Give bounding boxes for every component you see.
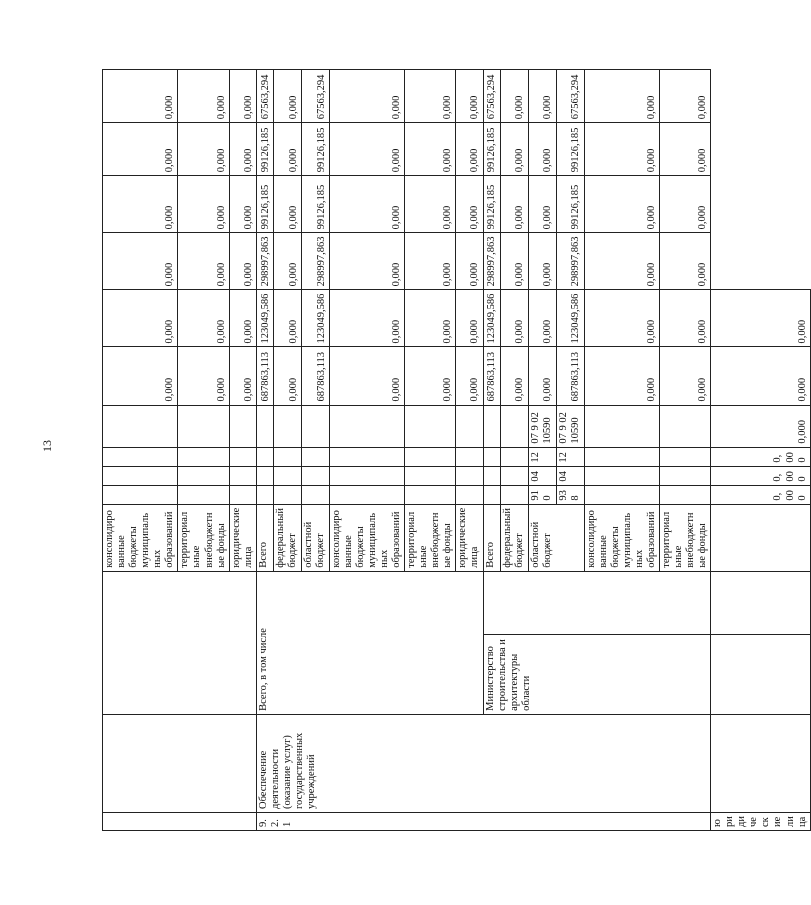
amount-cell: 0,000: [500, 290, 528, 347]
source-label: консолидированные бюджеты муниципальных образований: [103, 504, 178, 571]
table-row: [256, 70, 273, 831]
amount-cell: 0,000: [103, 290, 178, 347]
table-cell: [405, 485, 456, 504]
source-label: юридические лица: [229, 504, 256, 571]
amount-cell: 0,000: [329, 233, 404, 290]
code-cell: 12: [528, 447, 556, 466]
amount-cell: 0,000: [229, 233, 256, 290]
table-cell: [273, 447, 301, 466]
amount-cell: 0,000: [405, 290, 456, 347]
amount-cell: 687863,113: [256, 347, 273, 405]
amount-cell: 0,000: [273, 176, 301, 233]
table-cell: [483, 405, 500, 447]
table-cell: [405, 466, 456, 485]
table-cell: [103, 571, 257, 714]
table-cell: [178, 485, 229, 504]
source-label: федеральный бюджет: [500, 504, 528, 571]
amount-cell: 298997,863: [301, 233, 329, 290]
table-cell: [711, 504, 811, 571]
source-label: консолидированные бюджеты муниципальных образований: [584, 504, 659, 571]
amount-cell: 0,000: [456, 233, 483, 290]
table-cell: [659, 447, 710, 466]
amount-cell: 687863,113: [301, 347, 329, 405]
amount-cell: 0,000: [273, 123, 301, 176]
source-label: Всего: [256, 504, 273, 571]
table-cell: [229, 447, 256, 466]
table-cell: [103, 485, 178, 504]
table-cell: [273, 466, 301, 485]
amount-cell: 0,000: [329, 70, 404, 123]
table-cell: [178, 405, 229, 447]
amount-cell: 0,000: [584, 176, 659, 233]
source-label: территориальные внебюджетные фонды: [178, 504, 229, 571]
code-cell: 04: [528, 466, 556, 485]
amount-cell: 123049,586: [556, 290, 584, 347]
amount-cell: 99126,185: [556, 176, 584, 233]
ministry-name: Министерство строительства и архитектуры области: [483, 634, 711, 714]
amount-cell: 298997,863: [483, 233, 500, 290]
table-cell: [178, 447, 229, 466]
amount-cell: 0,000: [273, 70, 301, 123]
amount-cell: 0,000: [273, 233, 301, 290]
table-cell: [659, 485, 710, 504]
amount-cell: 0,000: [405, 347, 456, 405]
amount-cell: 0,000: [711, 347, 811, 405]
amount-cell: 0,000: [405, 70, 456, 123]
amount-cell: 0,000: [229, 290, 256, 347]
amount-cell: 67563,294: [301, 70, 329, 123]
amount-cell: 0,000: [329, 123, 404, 176]
table-cell: [711, 634, 811, 714]
amount-cell: 99126,185: [301, 123, 329, 176]
amount-cell: 0,000: [456, 176, 483, 233]
amount-cell: 99126,185: [256, 176, 273, 233]
code-cell: 07 9 02 10590: [528, 405, 556, 447]
code-cell: 938: [556, 485, 584, 504]
amount-cell: 0,000: [178, 347, 229, 405]
table-cell: [301, 405, 329, 447]
amount-cell: 0,000: [584, 347, 659, 405]
table-cell: [500, 485, 528, 504]
table-cell: [405, 405, 456, 447]
amount-cell: 0,000: [659, 176, 710, 233]
table-cell: [405, 447, 456, 466]
amount-cell: 0,000: [528, 347, 556, 405]
amount-cell: 0,000: [273, 290, 301, 347]
amount-cell: 0,000: [500, 347, 528, 405]
code-cell: 04: [556, 466, 584, 485]
amount-cell: 0,000: [405, 233, 456, 290]
table-cell: [103, 812, 257, 830]
table-cell: [483, 571, 711, 634]
table-cell: [584, 485, 659, 504]
table-cell: [229, 466, 256, 485]
table-cell: [483, 447, 500, 466]
table-cell: [483, 485, 500, 504]
amount-cell: 99126,185: [301, 176, 329, 233]
amount-cell: 0,000: [659, 347, 710, 405]
amount-cell: 0,000: [659, 70, 710, 123]
amount-cell: 0,000: [659, 123, 710, 176]
amount-cell: 0,000: [711, 290, 811, 347]
source-label: юридические лица: [711, 812, 811, 830]
code-cell: 12: [556, 447, 584, 466]
table-cell: [301, 485, 329, 504]
amount-cell: 0,000: [584, 290, 659, 347]
amount-cell: 99126,185: [483, 176, 500, 233]
table-cell: [329, 466, 404, 485]
budget-table: [102, 69, 811, 831]
amount-cell: 0,000: [659, 290, 710, 347]
table-cell: [103, 405, 178, 447]
amount-cell: 0,000: [178, 176, 229, 233]
row-name: Обеспечение деятельности (оказание услуг) государственных учреждений: [256, 714, 710, 812]
row-number: 9.2.1: [256, 812, 710, 830]
amount-cell: 687863,113: [556, 347, 584, 405]
table-cell: [584, 405, 659, 447]
amount-cell: 0,000: [103, 233, 178, 290]
table-row: [103, 70, 178, 831]
table-row: [711, 70, 811, 831]
table-cell: [103, 447, 178, 466]
amount-cell: 0,000: [329, 176, 404, 233]
table-cell: [659, 405, 710, 447]
table-cell: [500, 466, 528, 485]
amount-cell: 0,000: [329, 347, 404, 405]
amount-cell: 0,000: [528, 70, 556, 123]
table-cell: [456, 485, 483, 504]
table-cell: [273, 405, 301, 447]
budget-table-rotated: [102, 69, 808, 831]
amount-cell: 0,000: [584, 123, 659, 176]
table-cell: [229, 405, 256, 447]
amount-cell: 0,000: [229, 123, 256, 176]
table-cell: [584, 466, 659, 485]
amount-cell: 99126,185: [556, 123, 584, 176]
amount-cell: 0,000: [584, 70, 659, 123]
source-label: федеральный бюджет: [273, 504, 301, 571]
table-cell: [711, 714, 811, 812]
amount-cell: 0,000: [711, 405, 811, 447]
source-label: областной бюджет: [301, 504, 329, 571]
amount-cell: 298997,863: [256, 233, 273, 290]
amount-cell: 0,000: [711, 447, 811, 466]
amount-cell: 0,000: [456, 347, 483, 405]
amount-cell: 0,000: [103, 123, 178, 176]
source-label: областной бюджет: [528, 504, 584, 571]
amount-cell: 0,000: [103, 70, 178, 123]
table-cell: [659, 466, 710, 485]
amount-cell: 0,000: [405, 123, 456, 176]
amount-cell: 0,000: [103, 347, 178, 405]
amount-cell: 67563,294: [256, 70, 273, 123]
table-cell: [301, 447, 329, 466]
amount-cell: 0,000: [329, 290, 404, 347]
table-cell: [103, 466, 178, 485]
table-cell: [256, 485, 273, 504]
amount-cell: 0,000: [500, 176, 528, 233]
table-cell: [456, 405, 483, 447]
page-number: 13: [40, 440, 54, 452]
amount-cell: 123049,586: [256, 290, 273, 347]
amount-cell: 0,000: [229, 347, 256, 405]
amount-cell: 0,000: [528, 176, 556, 233]
amount-cell: 99126,185: [483, 123, 500, 176]
amount-cell: 0,000: [456, 290, 483, 347]
table-cell: [329, 485, 404, 504]
table-cell: [301, 466, 329, 485]
table-cell: [483, 466, 500, 485]
amount-cell: 0,000: [528, 123, 556, 176]
code-cell: 07 9 02 10590: [556, 405, 584, 447]
total-label: Всего, в том числе: [256, 571, 483, 714]
table-cell: [500, 405, 528, 447]
amount-cell: 99126,185: [256, 123, 273, 176]
amount-cell: 0,000: [229, 70, 256, 123]
amount-cell: 0,000: [405, 176, 456, 233]
amount-cell: 0,000: [178, 70, 229, 123]
amount-cell: 123049,586: [301, 290, 329, 347]
table-cell: [273, 485, 301, 504]
table-cell: [178, 466, 229, 485]
amount-cell: 0,000: [500, 70, 528, 123]
amount-cell: 0,000: [178, 290, 229, 347]
source-label: территориальные внебюджетные фонды: [659, 504, 710, 571]
amount-cell: 0,000: [500, 233, 528, 290]
table-cell: [229, 485, 256, 504]
table-cell: [456, 447, 483, 466]
amount-cell: 0,000: [528, 290, 556, 347]
amount-cell: 0,000: [456, 123, 483, 176]
table-cell: [584, 447, 659, 466]
source-label: юридические лица: [456, 504, 483, 571]
source-label: Всего: [483, 504, 500, 571]
amount-cell: 0,000: [178, 123, 229, 176]
code-cell: 910: [528, 485, 556, 504]
amount-cell: 0,000: [456, 70, 483, 123]
source-label: консолидированные бюджеты муниципальных образований: [329, 504, 404, 571]
amount-cell: 687863,113: [483, 347, 500, 405]
amount-cell: 0,000: [273, 347, 301, 405]
amount-cell: 0,000: [178, 233, 229, 290]
table-cell: [456, 466, 483, 485]
amount-cell: 0,000: [584, 233, 659, 290]
table-cell: [329, 447, 404, 466]
amount-cell: 123049,586: [483, 290, 500, 347]
amount-cell: 0,000: [711, 466, 811, 485]
amount-cell: 0,000: [229, 176, 256, 233]
amount-cell: 0,000: [103, 176, 178, 233]
table-cell: [256, 466, 273, 485]
table-cell: [256, 405, 273, 447]
amount-cell: 0,000: [500, 123, 528, 176]
table-cell: [103, 714, 257, 812]
amount-cell: 0,000: [659, 233, 710, 290]
amount-cell: 0,000: [711, 485, 811, 504]
table-cell: [500, 447, 528, 466]
amount-cell: 67563,294: [556, 70, 584, 123]
table-cell: [329, 405, 404, 447]
amount-cell: 0,000: [528, 233, 556, 290]
table-cell: [711, 571, 811, 634]
amount-cell: 67563,294: [483, 70, 500, 123]
amount-cell: 298997,863: [556, 233, 584, 290]
table-cell: [256, 447, 273, 466]
source-label: территориальные внебюджетные фонды: [405, 504, 456, 571]
